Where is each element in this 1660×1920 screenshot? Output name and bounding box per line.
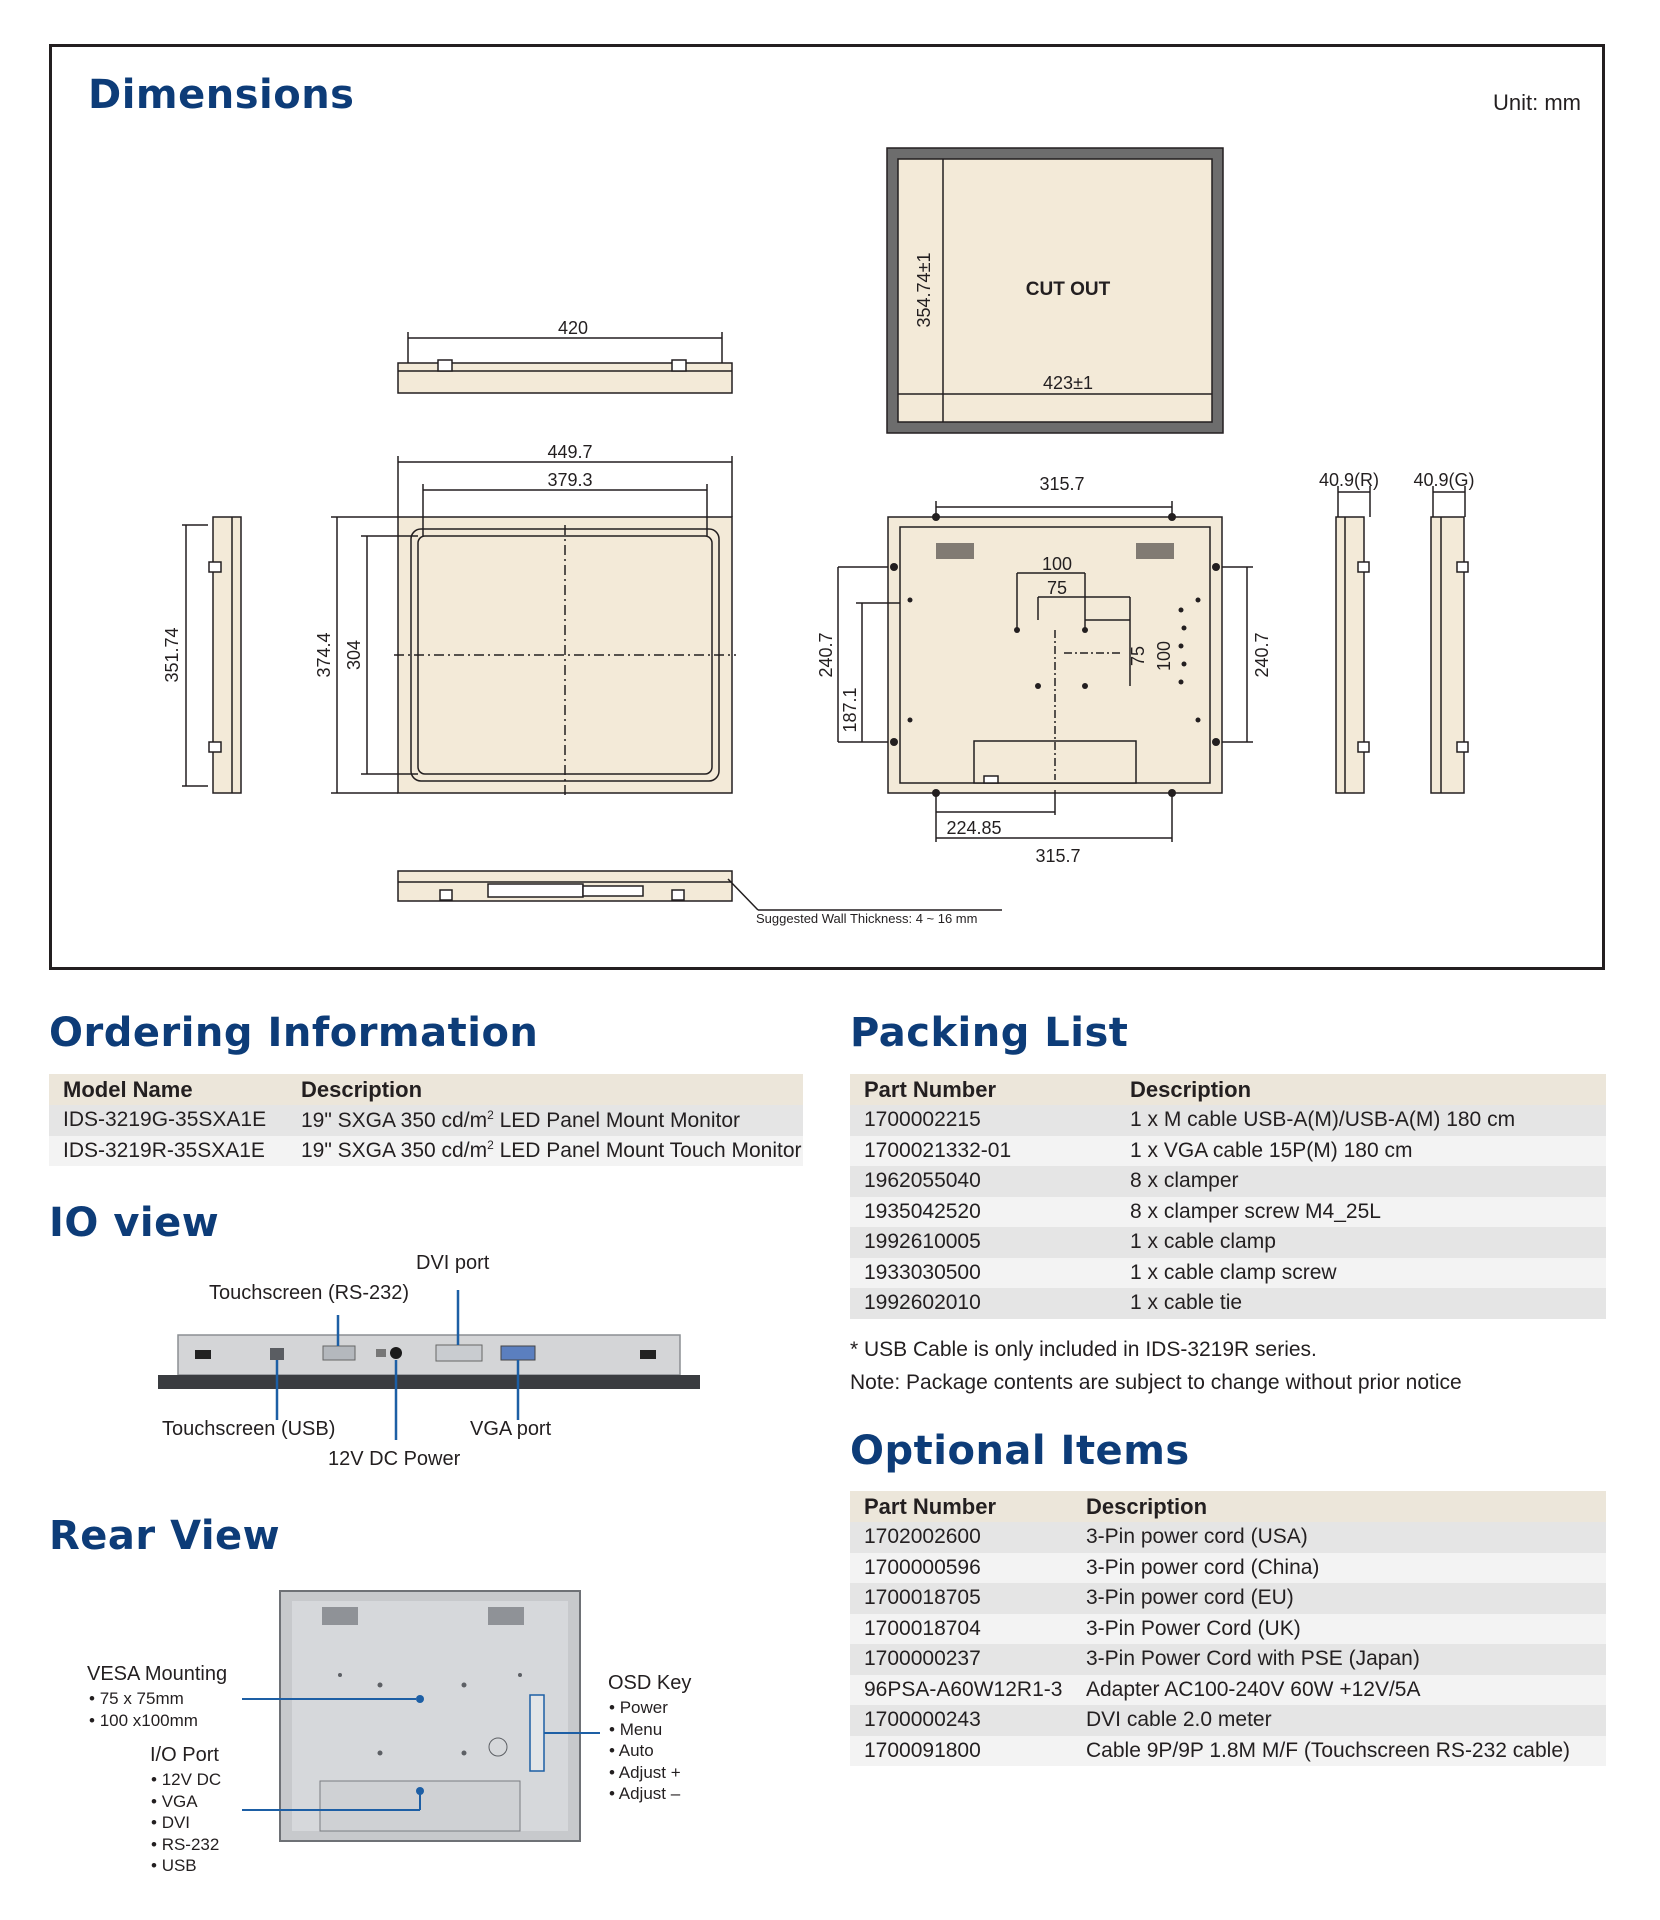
osd-key-list: • Power • Menu • Auto • Adjust + • Adjust – [609,1697,681,1805]
io-label-dc-power: 12V DC Power [328,1448,461,1470]
svg-text:449.7: 449.7 [547,442,593,462]
packing-list-title: Packing List [850,1010,1129,1056]
svg-text:420: 420 [557,318,589,338]
svg-text:Suggested Wall Thickness: 4 ~: Suggested Wall Thickness: 4 ~ 16 mm [756,911,978,926]
col-part-number: Part Number [850,1491,1072,1522]
table-row: 1700091800 Cable 9P/9P 1.8M M/F (Touchscreen RS-232 cable) [850,1736,1606,1767]
svg-text:240.7: 240.7 [1252,632,1272,678]
ordering-table [49,1074,803,1166]
svg-text:304: 304 [344,639,364,671]
packing-table [850,1074,1606,1319]
svg-text:315.7: 315.7 [1035,846,1081,866]
table-row: 1700002215 1 x M cable USB-A(M)/USB-A(M) 180 cm [850,1105,1606,1136]
svg-text:75: 75 [1128,645,1148,667]
packing-note-change: Note: Package contents are subject to change without prior notice [850,1371,1462,1394]
table-row: 1935042520 8 x clamper screw M4_25L [850,1197,1606,1228]
io-label-touch-usb: Touchscreen (USB) [162,1418,336,1440]
svg-text:351.74: 351.74 [162,627,182,683]
svg-text:423±1: 423±1 [1043,373,1093,393]
svg-text:100: 100 [1041,554,1073,574]
table-row: 1700000596 3-Pin power cord (China) [850,1553,1606,1584]
table-row: IDS-3219G-35SXA1E 19" SXGA 350 $cd/m^2$ LED Panel Mount Monitor [49,1105,803,1136]
col-model-name: Model Name [49,1074,287,1105]
table-row: 1962055040 8 x clamper [850,1166,1606,1197]
io-label-dvi: DVI port [416,1252,490,1274]
io-label-vga: VGA port [470,1418,552,1440]
table-row: 1700021332-01 1 x VGA cable 15P(M) 180 cm [850,1136,1606,1167]
table-row: 1992602010 1 x cable tie [850,1288,1606,1319]
table-row: 96PSA-A60W12R1-3 Adapter AC100-240V 60W +12V/5A [850,1675,1606,1706]
svg-text:374.4: 374.4 [314,632,334,678]
table-row: 1992610005 1 x cable clamp [850,1227,1606,1258]
svg-text:224.85: 224.85 [946,818,1002,838]
table-row: IDS-3219R-35SXA1E 19" SXGA 350 $cd/m^2$ LED Panel Mount Touch Monitor [49,1136,803,1167]
table-row: 1933030500 1 x cable clamp screw [850,1258,1606,1289]
col-part-number: Part Number [850,1074,1116,1105]
io-port-list: • 12V DC • VGA • DVI • RS-232 • USB [151,1769,221,1877]
ordering-title: Ordering Information [49,1010,539,1056]
svg-text:315.7: 315.7 [1039,474,1085,494]
svg-text:240.7: 240.7 [816,632,836,678]
optional-items-title: Optional Items [850,1428,1190,1474]
io-port-title: I/O Port [150,1744,219,1766]
svg-text:CUT OUT: CUT OUT [1025,279,1111,300]
svg-text:379.3: 379.3 [547,470,593,490]
dimensions-title: Dimensions [88,72,355,118]
optional-table [850,1491,1606,1766]
table-header-row [850,1074,1606,1105]
col-description: Description [1116,1074,1606,1105]
vesa-mounting-title: VESA Mounting [87,1663,228,1685]
svg-text:40.9(G): 40.9(G) [1413,470,1475,490]
io-label-touch-rs232: Touchscreen (RS-232) [209,1282,410,1304]
io-view-title: IO view [49,1200,220,1246]
rear-view-title: Rear View [49,1513,281,1559]
svg-text:40.9(R): 40.9(R) [1318,470,1380,490]
packing-note-usb: * USB Cable is only included in IDS-3219R series. [850,1338,1317,1361]
svg-text:75: 75 [1046,578,1068,598]
table-row: 1700018705 3-Pin power cord (EU) [850,1583,1606,1614]
osd-key-title: OSD Key [608,1672,692,1694]
svg-text:354.74±1: 354.74±1 [914,252,934,328]
table-row: 1700018704 3-Pin Power Cord (UK) [850,1614,1606,1645]
col-description: Description [1072,1491,1606,1522]
table-row: 1700000237 3-Pin Power Cord with PSE (Japan) [850,1644,1606,1675]
svg-text:100: 100 [1154,640,1174,672]
table-header-row [850,1491,1606,1522]
unit-label: Unit: mm [1493,90,1581,115]
table-row: 1702002600 3-Pin power cord (USA) [850,1522,1606,1553]
vesa-list: • 75 x 75mm • 100 x100mm [89,1688,198,1731]
table-header-row [49,1074,803,1105]
col-description: Description [287,1074,803,1105]
table-row: 1700000243 DVI cable 2.0 meter [850,1705,1606,1736]
svg-text:187.1: 187.1 [840,687,860,733]
